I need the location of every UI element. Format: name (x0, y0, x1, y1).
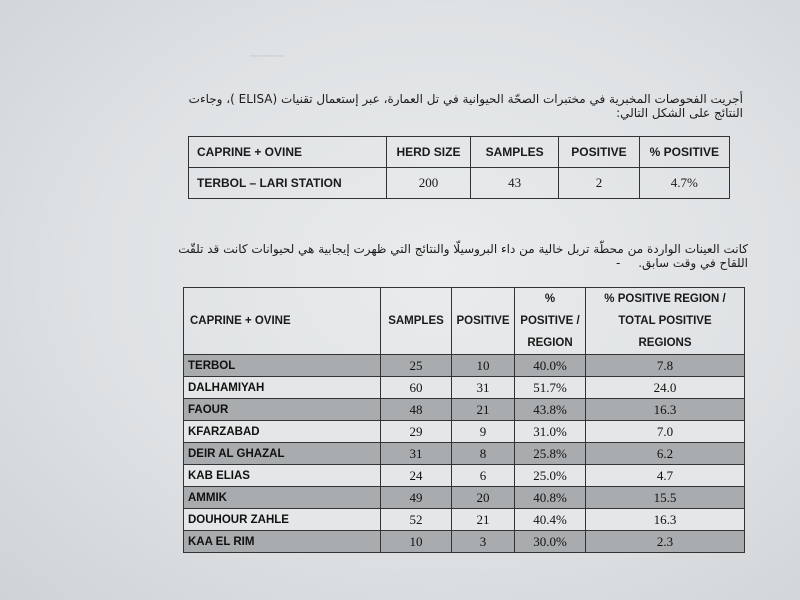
pct-positive-value: 4.7% (639, 168, 729, 199)
pct-cell: 40.4% (515, 509, 586, 531)
positive-cell: 3 (452, 531, 515, 553)
samples-cell: 10 (381, 531, 452, 553)
share-cell: 7.0 (586, 421, 745, 443)
share-cell: 15.5 (586, 487, 745, 509)
bullet-text: كانت العينات الواردة من محطّة تربل خالية من داء البروسيلّا والنتائج التي ظهرت إيجابية هي لحيوانات كانت قد تلقّت اللقاح في وقت سابق. (178, 242, 748, 270)
header-pct-positive: % POSITIVE (639, 137, 729, 168)
table-row (184, 421, 745, 443)
positive-cell: 21 (452, 399, 515, 421)
table-row (184, 531, 745, 553)
table-row (184, 443, 745, 465)
samples-cell: 24 (381, 465, 452, 487)
samples-cell: 31 (381, 443, 452, 465)
region-name: TERBOL (184, 355, 381, 377)
positive-cell: 21 (452, 509, 515, 531)
header-line: REGIONS (638, 337, 692, 349)
header-line: POSITIVE / (520, 315, 580, 327)
header-line: % POSITIVE REGION / (604, 293, 726, 305)
positive-cell: 6 (452, 465, 515, 487)
table-row (184, 377, 745, 399)
header-line: % (544, 293, 556, 305)
region-name: KAB ELIAS (184, 465, 381, 487)
share-cell: 4.7 (586, 465, 745, 487)
positive-cell: 31 (452, 377, 515, 399)
share-cell: 6.2 (586, 443, 745, 465)
table-row (189, 168, 730, 199)
header-pct-positive-region (515, 288, 586, 355)
pct-cell: 40.0% (515, 355, 586, 377)
pct-cell: 31.0% (515, 421, 586, 443)
positive-cell: 8 (452, 443, 515, 465)
bleed-through-text: ——— (250, 50, 286, 62)
table-row (184, 399, 745, 421)
pct-cell: 25.0% (515, 465, 586, 487)
header-share-total (586, 288, 745, 355)
header-line: TOTAL POSITIVE (618, 315, 712, 327)
header-animal: CAPRINE + OVINE (184, 288, 381, 355)
bullet-paragraph (150, 242, 748, 270)
station-name: TERBOL – LARI STATION (189, 168, 387, 199)
table-row (184, 355, 745, 377)
region-name: FAOUR (184, 399, 381, 421)
table-row (184, 509, 745, 531)
samples-cell: 49 (381, 487, 452, 509)
intro-paragraph: أجريت الفحوصات المخبرية في مختبرات الصحّة الحيوانية في تل العمارة، عبر إستعمال تقنيات (ELISA )، وجاءت النتائج على الشكل التالي: (188, 92, 743, 120)
region-name: KAA EL RIM (184, 531, 381, 553)
samples-cell: 29 (381, 421, 452, 443)
share-cell: 16.3 (586, 399, 745, 421)
positive-value: 2 (559, 168, 639, 199)
header-line: REGION (527, 337, 573, 349)
share-cell: 7.8 (586, 355, 745, 377)
positive-cell: 20 (452, 487, 515, 509)
samples-value: 43 (470, 168, 558, 199)
region-name: KFARZABAD (184, 421, 381, 443)
header-samples: SAMPLES (470, 137, 558, 168)
share-cell: 16.3 (586, 509, 745, 531)
header-animal: CAPRINE + OVINE (189, 137, 387, 168)
region-name: AMMIK (184, 487, 381, 509)
samples-cell: 48 (381, 399, 452, 421)
pct-cell: 30.0% (515, 531, 586, 553)
table-header-row (184, 288, 745, 355)
station-results-table (188, 136, 730, 199)
pct-cell: 25.8% (515, 443, 586, 465)
positive-cell: 9 (452, 421, 515, 443)
table-row (184, 465, 745, 487)
positive-cell: 10 (452, 355, 515, 377)
header-samples: SAMPLES (381, 288, 452, 355)
share-cell: 24.0 (586, 377, 745, 399)
samples-cell: 25 (381, 355, 452, 377)
region-name: DOUHOUR ZAHLE (184, 509, 381, 531)
header-positive: POSITIVE (559, 137, 639, 168)
region-results-table (183, 287, 745, 553)
pct-cell: 43.8% (515, 399, 586, 421)
pct-cell: 40.8% (515, 487, 586, 509)
bullet-marker: - (616, 256, 621, 270)
herd-size-value: 200 (387, 168, 471, 199)
header-positive: POSITIVE (452, 288, 515, 355)
header-herd-size: HERD SIZE (387, 137, 471, 168)
samples-cell: 60 (381, 377, 452, 399)
pct-cell: 51.7% (515, 377, 586, 399)
share-cell: 2.3 (586, 531, 745, 553)
table-row (184, 487, 745, 509)
region-name: DEIR AL GHAZAL (184, 443, 381, 465)
samples-cell: 52 (381, 509, 452, 531)
table-header-row (189, 137, 730, 168)
region-name: DALHAMIYAH (184, 377, 381, 399)
